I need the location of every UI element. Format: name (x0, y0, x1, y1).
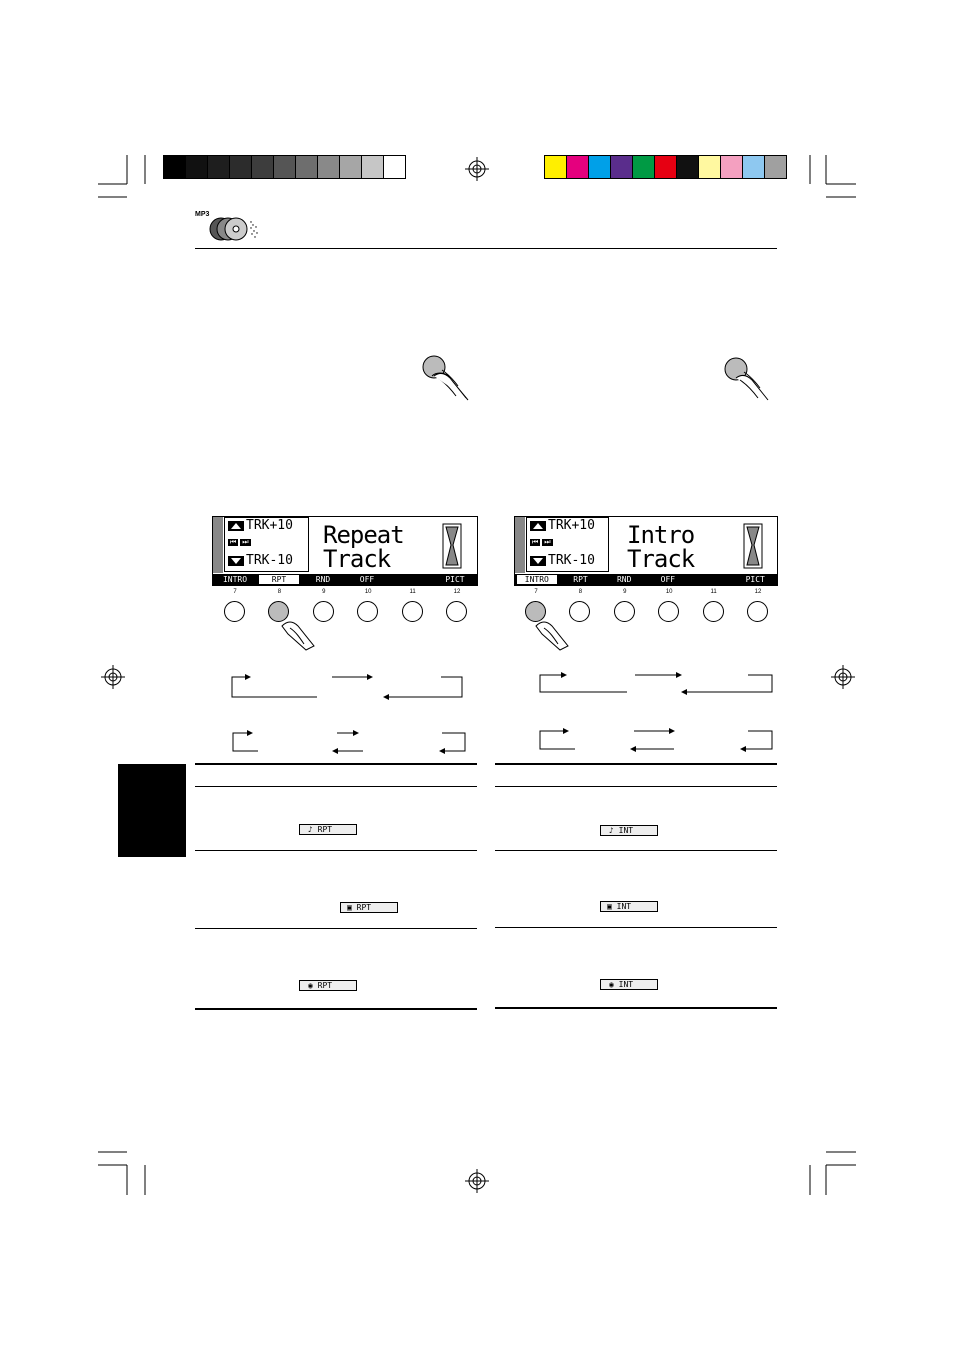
lcd-line-2: Track (323, 545, 391, 573)
table-rule (195, 763, 477, 765)
table-rule (195, 850, 477, 851)
trk-up-label: TRK+10 (246, 518, 293, 533)
lcd-line-1: Intro (627, 521, 695, 549)
table-rule (195, 786, 477, 787)
trk-down-label: TRK-10 (548, 553, 595, 568)
table-rule (495, 763, 777, 765)
table-rule (495, 786, 777, 787)
folder-icon: ▣ (607, 902, 612, 911)
table-rule (195, 928, 477, 929)
button-number-11: 11 (409, 589, 416, 595)
track-intro-indicator: ♪ INT (600, 825, 658, 836)
disc-icon: ◉ (308, 981, 313, 990)
button-number-8: 8 (578, 589, 583, 595)
table-rule (495, 850, 777, 851)
mp3-label: MP3 (195, 211, 210, 218)
language-side-tab (118, 764, 186, 857)
table-rule (495, 927, 777, 928)
table-rule (195, 1008, 477, 1010)
trk-up-label: TRK+10 (548, 518, 595, 533)
button-number-9: 9 (322, 589, 326, 595)
disc-repeat-indicator: ◉ RPT (299, 980, 357, 991)
folder-repeat-indicator: ▣ RPT (340, 902, 398, 913)
segment-pict: PICT (735, 575, 775, 584)
button-number-12: 12 (754, 589, 762, 595)
disc-icon: ◉ (609, 980, 614, 989)
segment-off: OFF (347, 575, 387, 584)
note-icon: ♪ (308, 825, 313, 834)
button-number-11: 11 (710, 589, 717, 595)
segment-rpt: RPT (259, 575, 299, 584)
button-number-7: 7 (233, 589, 237, 595)
segment-intro: INTRO (215, 575, 255, 584)
table-rule (495, 1007, 777, 1009)
button-number-8: 8 (277, 589, 282, 595)
track-repeat-indicator: ♪ RPT (299, 824, 357, 835)
segment-intro: INTRO (517, 575, 557, 584)
button-number-12: 12 (453, 589, 461, 595)
skip-icons: ⏮ ⏭ (532, 539, 551, 546)
segment-pict: PICT (435, 575, 475, 584)
trk-down-label: TRK-10 (246, 553, 293, 568)
segment-rnd: RND (303, 575, 343, 584)
disc-intro-indicator: ◉ INT (600, 979, 658, 990)
button-number-10: 10 (665, 589, 673, 595)
segment-off: OFF (648, 575, 688, 584)
folder-intro-indicator: ▣ INT (600, 901, 658, 912)
folder-icon: ▣ (347, 903, 352, 912)
button-number-9: 9 (623, 589, 627, 595)
lcd-line-2: Track (627, 545, 695, 573)
segment-rnd: RND (604, 575, 644, 584)
skip-icons: ⏮ ⏭ (230, 539, 249, 546)
button-number-7: 7 (534, 589, 538, 595)
note-icon: ♪ (609, 826, 614, 835)
lcd-line-1: Repeat (323, 521, 404, 549)
button-number-10: 10 (364, 589, 372, 595)
segment-rpt: RPT (561, 575, 601, 584)
